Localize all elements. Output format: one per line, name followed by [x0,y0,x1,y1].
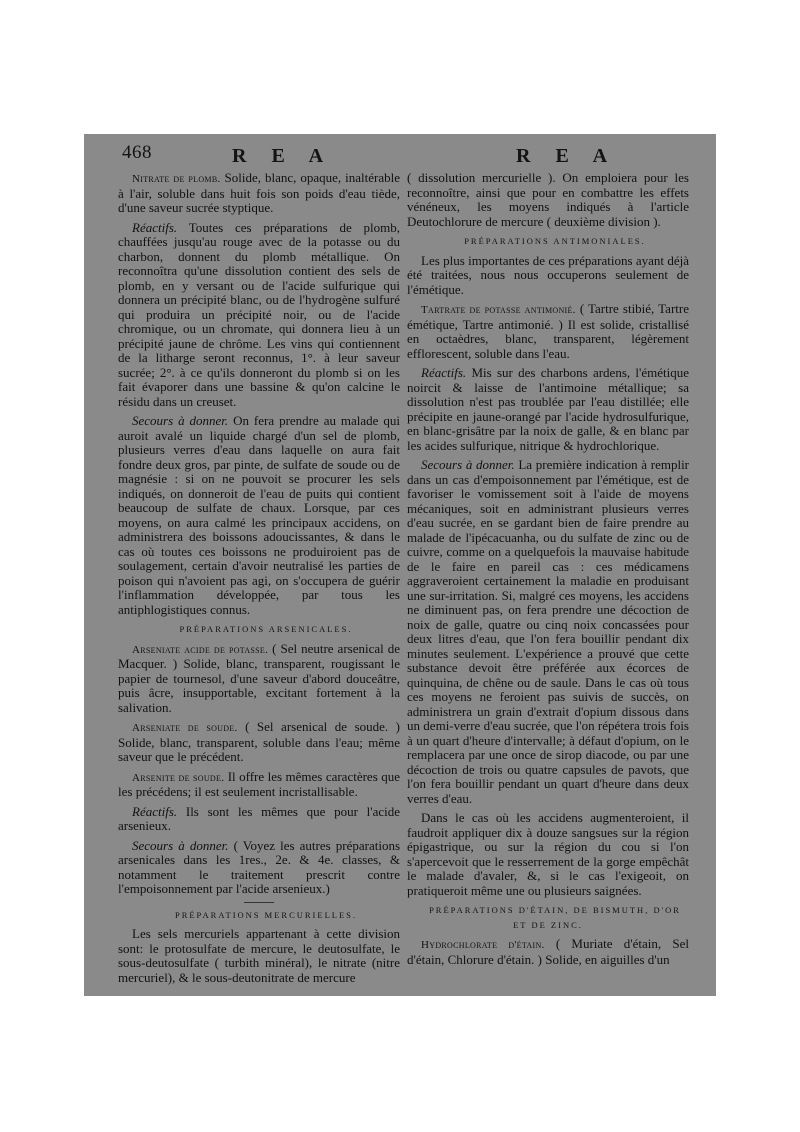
entry-heading: Nitrate de plomb. [132,173,221,185]
entry-heading: Réactifs. [132,219,178,235]
paragraph [407,254,689,298]
scanned-page [84,134,716,996]
entry-text: Il offre les mêmes caractères que les précédens; il est seulement incristallisable. [118,768,400,799]
paragraph [407,302,689,361]
entry-heading: Secours à donner. [421,457,515,472]
entry-heading: Arseniate acide de potasse. [132,643,269,656]
entry-text: Mis sur des charbons ardens, l'émétique noircit & laisse de l'antimoine métallique; sa dissolution n'est pas troublée par l'eau distillée; elle précipite en jaune-orangé par l'acide hydrosulfurique, en blanc-grisâtre par la noix de galle, & en blanc par les acides sulfurique, nitrique & hydrochlorique. [407,365,690,453]
paragraph [407,458,689,806]
entry-heading: Hydrochlorate d'étain. [421,939,545,951]
section-heading: PRÉPARATIONS ANTIMONIALES. [464,236,646,246]
paragraph [118,720,400,765]
entry-heading: Réactifs. [421,365,467,380]
entry-heading: Tartrate de potasse antimonié. [421,304,576,316]
section-heading: PRÉPARATIONS ARSENICALES. [179,624,353,634]
entry-text: ( Sel arsenical de soude. ) Solide, blanc, transparent, soluble dans l'eau; même saveur que le précédent. [118,719,400,764]
section-heading: PRÉPARATIONS MERCURIELLES. [174,909,358,920]
running-head-left: R E A [232,145,334,167]
entry-heading: Arseniate de soude. [132,722,238,734]
paragraph [118,642,400,716]
paragraph [118,414,400,617]
entry-heading: Secours à donner. [132,413,229,428]
entry-heading: Secours à donner. [132,837,229,853]
paragraph [118,805,400,834]
paragraph [118,927,400,985]
entry-text: ( Tartre stibié, Tartre émétique, Tartre antimonié. ) Il est solide, cristallisé en octaèdres, blanc, transparent, légèrement efflorescent, soluble dans l'eau. [407,301,689,361]
page-number: 468 [122,142,152,163]
entry-text: Dans le cas où les accidens augmenteroient, il faudroit appliquer dix à douze sangsues sur la région épigastrique, ou sur la région du cou si l'on s'apercevoit que le resserrement de la gorge empêchât le malade d'avaler, &, si le cas l'exigeoit, on pratiqueroit même une ou plusieurs saignées. [407,810,689,898]
paragraph [407,366,689,453]
paragraph [407,811,689,898]
entry-text: Toutes ces préparations de plomb, chauffées jusqu'au rouge avec de la potasse ou du charbon, donnent du plomb métallique. On reconnoîtra qu'une dissolution contient des sels de plomb, en y versant ou de l'acide sulfurique qui donnera un précipité blanc, ou de l'hydrogène sulfuré qui produira un précipité noir, ou de l'acide chromique, ou un chromate, qui donnera lieu à un précipité jaune de chrôme. Les vins qui contiennent de la litharge seront reconnus, 1°. à leur saveur sucrée; 2°. à ce qu'ils donneront du plomb si on les fait évaporer dans une bassine & qu'on calcine le résidu dans un creuset. [118,219,400,409]
divider [244,902,274,903]
running-head-right: R E A [516,145,618,167]
entry-text: Solide, blanc, opaque, inaltérable à l'air, soluble dans huit fois son poids d'eau tiède, d'une saveur sucrée styptique. [118,170,400,215]
entry-text: Les plus importantes de ces préparations ayant déjà été traitées, nous nous occuperons seulement de l'émétique. [407,252,689,297]
paragraph [118,770,400,800]
paragraph [118,171,400,216]
entry-heading: Arsenite de soude. [132,771,225,784]
entry-text: On fera prendre au malade qui auroit avalé un liquide chargé d'un sel de plomb, plusieurs verres d'eau dans laquelle on aura fait fondre deux gros, par pinte, de sulfate de soude ou de magnésie : si on ne pouvoit se procurer les sels indiqués, on donneroit de l'eau de puits qui contient beaucoup de sulfate de chaux. Lorsque, par ces moyens, on aura calmé les principaux accidens, on administrera des boissons adoucissantes, & dans le cas où toutes ces boissons ne produiroient pas de soulagement, certain d'avoir neutralisé les parties de poison qui n'avoient pas agi, on s'occupera de guérir l'inflammation développée, par tous les antiphlogistiques connus. [118,413,400,617]
paragraph [407,937,689,967]
entry-text: ( Sel neutre arsenical de Macquer. ) Solide, blanc, transparent, rougissant le papier de tournesol, d'une saveur d'abord douceâtre, puis âcre, insupportable, excitant fortement à la salivation. [118,640,401,715]
left-column [118,171,400,990]
paragraph [118,221,400,410]
entry-text: ( Muriate d'étain, Sel d'étain, Chlorure d'étain. ) Solide, en aiguilles d'un [407,936,690,967]
entry-text: Les sels mercuriels appartenant à cette division sont: le protosulfate de mercure, le deutosulfate, le sous-deutosulfate ( turbith minéral), le nitrate (nitre mercuriel), & le sous-deutonitrate de mercure [118,926,400,985]
right-column [407,171,689,972]
paragraph [118,839,400,897]
entry-text: ( Voyez les autres préparations arsenicales dans les 1res., 2e. & 4e. classes, & notamment le traitement prescrit contre l'empoisonnement par l'acide arsenieux.) [118,837,401,896]
paragraph [407,171,689,229]
entry-text: Ils sont les mêmes que pour l'acide arsenieux. [118,803,401,833]
entry-heading: Réactifs. [132,803,178,819]
entry-text: La première indication à remplir dans un cas d'empoisonnement par l'émétique, est de favoriser le vomissement soit à l'aide de moyens mécaniques, soit en administrant plusieurs verres d'eau sucrée, en se gardant bien de faire prendre au malade de l'ipécacuanha, ou du sulfate de zinc ou de cuivre, comme on a quelquefois la mauvaise habitude de le faire en pareil cas : ces médicamens aggraveroient certainement la maladie en produisant une sur-irritation. Si, malgré ces moyens, les accidens ne diminuent pas, on fera prendre une décoction de noix de galle, quatre ou cinq noix concassées pour deux litres d'eau, que l'on fera bouillir pendant dix minutes seulement. L'expérience a prouvé que cette substance devoit être préférée aux écorces de quinquina, de chêne ou de saule. Dans le cas où tous ces moyens ne feroient pas suivis de succès, on administrera un grain d'extrait d'opium dissous dans un demi-verre d'eau sucrée, que l'on répétera trois fois à un quart d'heure d'intervalle; à défaut d'opium, on le remplacera par une once de sirop diacode, ou par une décoction de trois ou quatre capsules de pavots, que l'on fera bouillir pendant un quart d'heure dans deux verres d'eau. [407,457,690,806]
entry-text: ( dissolution mercurielle ). On emploiera pour les reconnoître, ainsi que pour en combattre les effets vénéneux, les moyens indiqués à l'article Deutochlorure de mercure ( deuxième division ). [407,170,689,229]
section-heading: PRÉPARATIONS D'ÉTAIN, DE BISMUTH, D'OR ET DE ZINC. [429,905,681,930]
